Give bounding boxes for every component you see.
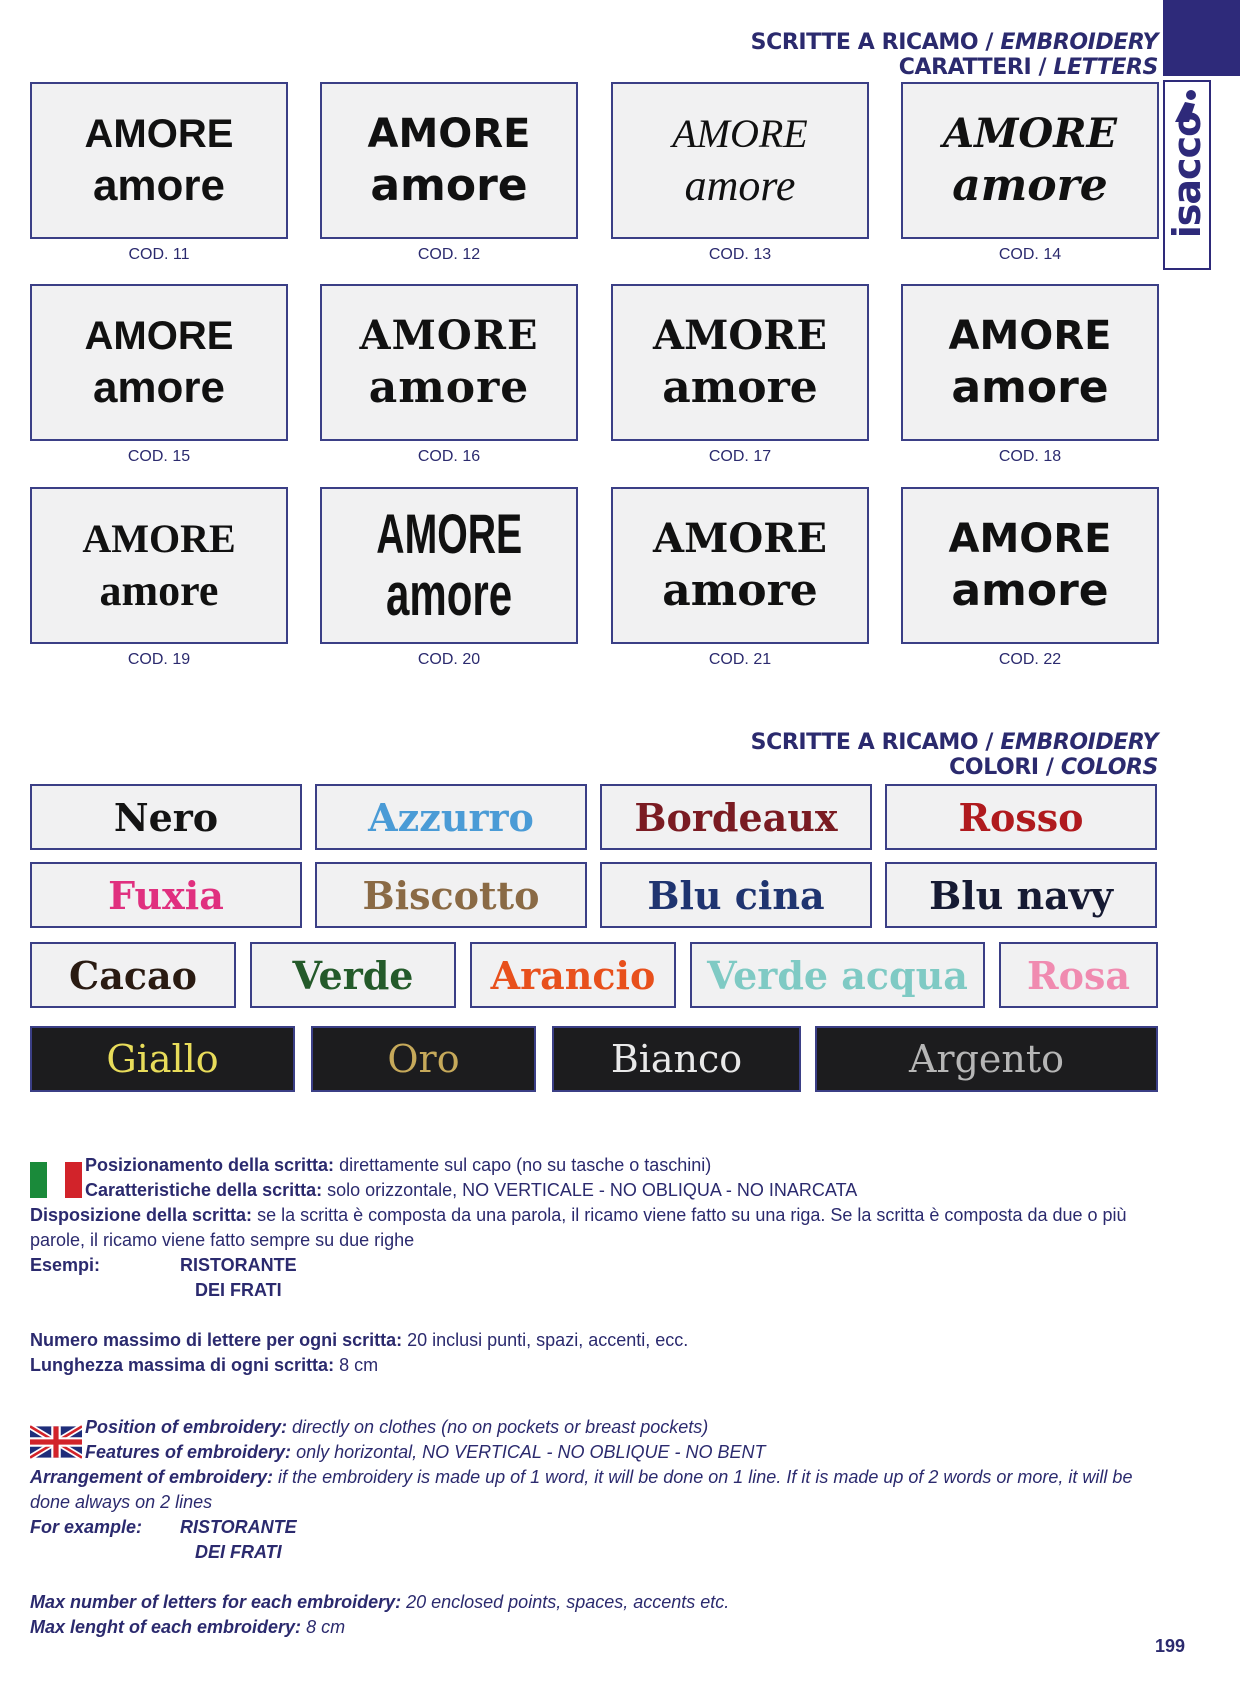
color-sample	[315, 862, 587, 928]
en-examples-line2: DEI FRATI	[195, 1542, 282, 1562]
color-label: Argento	[908, 1037, 1065, 1081]
it-examples-line2: DEI FRATI	[195, 1280, 282, 1300]
font-sample	[30, 487, 288, 644]
font-sample-lower: amore	[684, 160, 796, 210]
font-sample-lower: amore	[951, 564, 1109, 616]
color-label: Blu navy	[929, 872, 1113, 918]
font-sample	[901, 487, 1159, 644]
font-sample	[30, 284, 288, 441]
corner-tab	[1163, 0, 1240, 76]
font-code: COD. 19	[127, 651, 191, 668]
color-label: Arancio	[490, 952, 656, 998]
colors-heading: SCRITTE A RICAMO / EMBROIDERY COLORI / COLORS	[750, 730, 1158, 780]
brand-name: isacco	[1165, 111, 1209, 239]
font-sample	[611, 284, 869, 441]
font-sample-upper: AMORE	[948, 515, 1112, 562]
color-sample	[552, 1026, 801, 1092]
font-sample-upper: AMORE	[653, 514, 827, 562]
font-sample-lower: amore	[385, 560, 513, 628]
color-label: Oro	[387, 1037, 460, 1081]
font-sample-upper: AMORE	[359, 311, 539, 359]
font-sample-lower: amore	[99, 565, 219, 615]
color-sample	[311, 1026, 536, 1092]
color-sample	[690, 942, 985, 1008]
color-label: Giallo	[106, 1037, 219, 1081]
font-code: COD. 14	[998, 246, 1062, 263]
color-label: Fuxia	[108, 872, 224, 918]
color-sample	[470, 942, 676, 1008]
font-sample	[611, 82, 869, 239]
font-sample	[901, 284, 1159, 441]
font-sample-upper: AMORE	[84, 111, 234, 156]
font-sample-lower: amore	[370, 159, 528, 211]
color-sample	[30, 784, 302, 850]
font-sample	[901, 82, 1159, 239]
it-max-length: Lunghezza massima di ogni scritta: 8 cm	[30, 1355, 379, 1375]
color-sample	[600, 784, 872, 850]
letters-heading: SCRITTE A RICAMO / EMBROIDERY CARATTERI / LETTERS	[750, 30, 1158, 80]
font-code: COD. 11	[128, 246, 190, 263]
color-sample	[600, 862, 872, 928]
color-sample	[885, 862, 1157, 928]
color-sample	[250, 942, 456, 1008]
color-sample	[885, 784, 1157, 850]
it-max-letters: Numero massimo di lettere per ogni scritta: 20 inclusi punti, spazi, accenti, ecc.	[30, 1330, 689, 1350]
en-max-length: Max lenght of each embroidery: 8 cm	[30, 1617, 346, 1637]
brand-logo	[1163, 80, 1211, 270]
font-sample	[611, 487, 869, 644]
font-code: COD. 15	[127, 448, 191, 465]
font-code: COD. 18	[998, 448, 1062, 465]
font-sample-lower: amore	[92, 160, 226, 210]
color-sample	[815, 1026, 1158, 1092]
color-label: Biscotto	[362, 872, 540, 918]
color-label: Verde	[292, 952, 414, 998]
color-label: Bordeaux	[634, 794, 838, 840]
font-sample-upper: AMORE	[367, 110, 531, 157]
color-label: Blu cina	[647, 872, 825, 918]
it-position: Posizionamento della scritta: direttamente sul capo (no su tasche o taschini)	[85, 1155, 712, 1175]
font-sample-lower: amore	[368, 361, 530, 413]
font-sample-upper: AMORE	[943, 109, 1117, 157]
en-position: Position of embroidery: directly on clothes (no on pockets or breast pockets)	[85, 1417, 709, 1437]
font-code: COD. 17	[708, 448, 772, 465]
font-sample	[30, 82, 288, 239]
font-code: COD. 13	[708, 246, 772, 263]
font-sample-lower: amore	[951, 361, 1109, 413]
color-label: Bianco	[610, 1037, 743, 1081]
font-code: COD. 21	[708, 651, 772, 668]
it-features: Caratteristiche della scritta: solo orizzontale, NO VERTICALE - NO OBLIQUA - NO INARCATA	[85, 1180, 858, 1200]
info-italian	[30, 1153, 1170, 1378]
font-code: COD. 16	[417, 448, 481, 465]
font-sample	[320, 284, 578, 441]
color-sample	[999, 942, 1158, 1008]
color-sample	[30, 862, 302, 928]
it-arrangement: Disposizione della scritta: se la scritta è composta da una parola, il ricamo viene fatto su una riga. Se la scritta è composta da due o più parole, il ricamo viene fatto sempre su due righe	[30, 1205, 1127, 1250]
en-examples: For example: RISTORANTE	[30, 1517, 297, 1537]
it-examples: Esempi: RISTORANTE	[30, 1255, 297, 1275]
color-label: Rosa	[1027, 952, 1130, 998]
color-sample	[30, 1026, 295, 1092]
font-sample	[320, 487, 578, 644]
font-sample-upper: AMORE	[653, 311, 827, 359]
color-sample	[315, 784, 587, 850]
font-sample-lower: amore	[92, 362, 226, 412]
font-sample-lower: amore	[662, 361, 818, 413]
font-code: COD. 22	[998, 651, 1062, 668]
font-sample	[320, 82, 578, 239]
font-code: COD. 20	[417, 651, 481, 668]
font-sample-upper: AMORE	[84, 313, 234, 358]
color-label: Verde acqua	[707, 952, 968, 998]
color-label: Nero	[113, 794, 219, 840]
font-sample-upper: AMORE	[376, 501, 522, 565]
font-sample-upper: AMORE	[672, 110, 808, 156]
color-sample	[30, 942, 236, 1008]
page-number: 199	[1155, 1636, 1186, 1656]
font-sample-lower: amore	[952, 159, 1108, 211]
color-label: Cacao	[69, 952, 197, 998]
font-sample-lower: amore	[662, 564, 818, 616]
color-label: Rosso	[958, 794, 1084, 840]
en-features: Features of embroidery: only horizontal, NO VERTICAL - NO OBLIQUE - NO BENT	[85, 1442, 766, 1462]
en-arrangement: Arrangement of embroidery: if the embroidery is made up of 1 word, it will be done on 1 line. If it is made up of 2 words or more, it will be done always on 2 lines	[30, 1467, 1133, 1512]
info-english	[30, 1415, 1170, 1640]
font-sample-upper: AMORE	[82, 515, 236, 561]
en-max-letters: Max number of letters for each embroidery: 20 enclosed points, spaces, accents etc.	[30, 1592, 730, 1612]
color-label: Azzurro	[368, 794, 534, 840]
font-sample-upper: AMORE	[948, 312, 1112, 359]
font-code: COD. 12	[417, 246, 481, 263]
